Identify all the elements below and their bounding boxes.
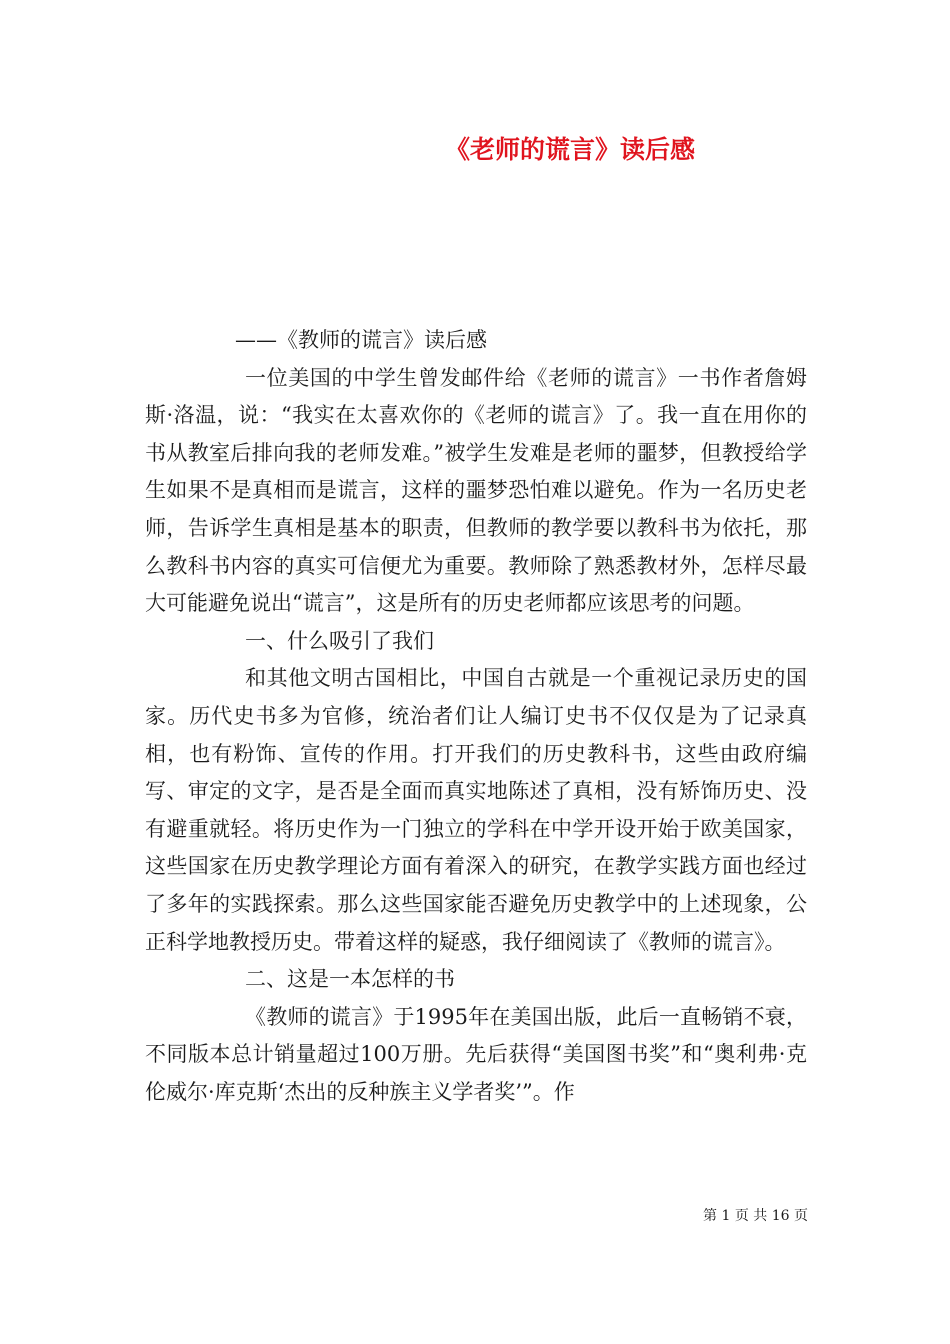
document-subtitle: ——《教师的谎言》读后感	[235, 328, 487, 352]
paragraph-section-1: 和其他文明古国相比，中国自古就是一个重视记录历史的国家。历代史书多为官修，统治者们让人编订史书不仅仅是为了记录真相，也有粉饰、宣传的作用。打开我们的历史教科书，这些由政府编写、审定的文字，是否是全面而真实地陈述了真相，没有矫饰历史、没有避重就轻。将历史作为一门独立的学科在中学开设开始于欧美国家，这些国家在历史教学理论方面有着深入的研究，在教学实践方面也经过了多年的实践探索。那么这些国家能否避免历史教学中的上述现象，公正科学地教授历史。带着这样的疑惑，我仔细阅读了《教师的谎言》。	[145, 666, 807, 954]
paragraph-intro: 一位美国的中学生曾发邮件给《老师的谎言》一书作者詹姆斯·洛温，说：“我实在太喜欢你的《老师的谎言》了。我一直在用你的书从教室后排向我的老师发难。”被学生发难是老师的噩梦，但教授给学生如果不是真相而是谎言，这样的噩梦恐怕难以避免。作为一名历史老师，告诉学生真相是基本的职责，但教师的教学要以教科书为依托，那么教科书内容的真实可信便尤为重要。教师除了熟悉教材外，怎样尽最大可能避免说出“谎言”，这是所有的历史老师都应该思考的问题。	[145, 365, 807, 616]
section-heading-1: 一、什么吸引了我们	[245, 628, 434, 653]
page-number-footer: 第 1 页 共 16 页	[703, 1208, 808, 1224]
document-body	[145, 322, 807, 1111]
section-heading-2: 二、这是一本怎样的书	[245, 967, 455, 992]
paragraph-section-2: 《教师的谎言》于1995年在美国出版，此后一直畅销不衰，不同版本总计销量超过100万册。先后获得“美国图书奖”和“奥利弗·克伦威尔·库克斯‘杰出的反种族主义学者奖’”。作	[145, 1004, 807, 1104]
document-title: 《老师的谎言》读后感	[444, 135, 695, 164]
